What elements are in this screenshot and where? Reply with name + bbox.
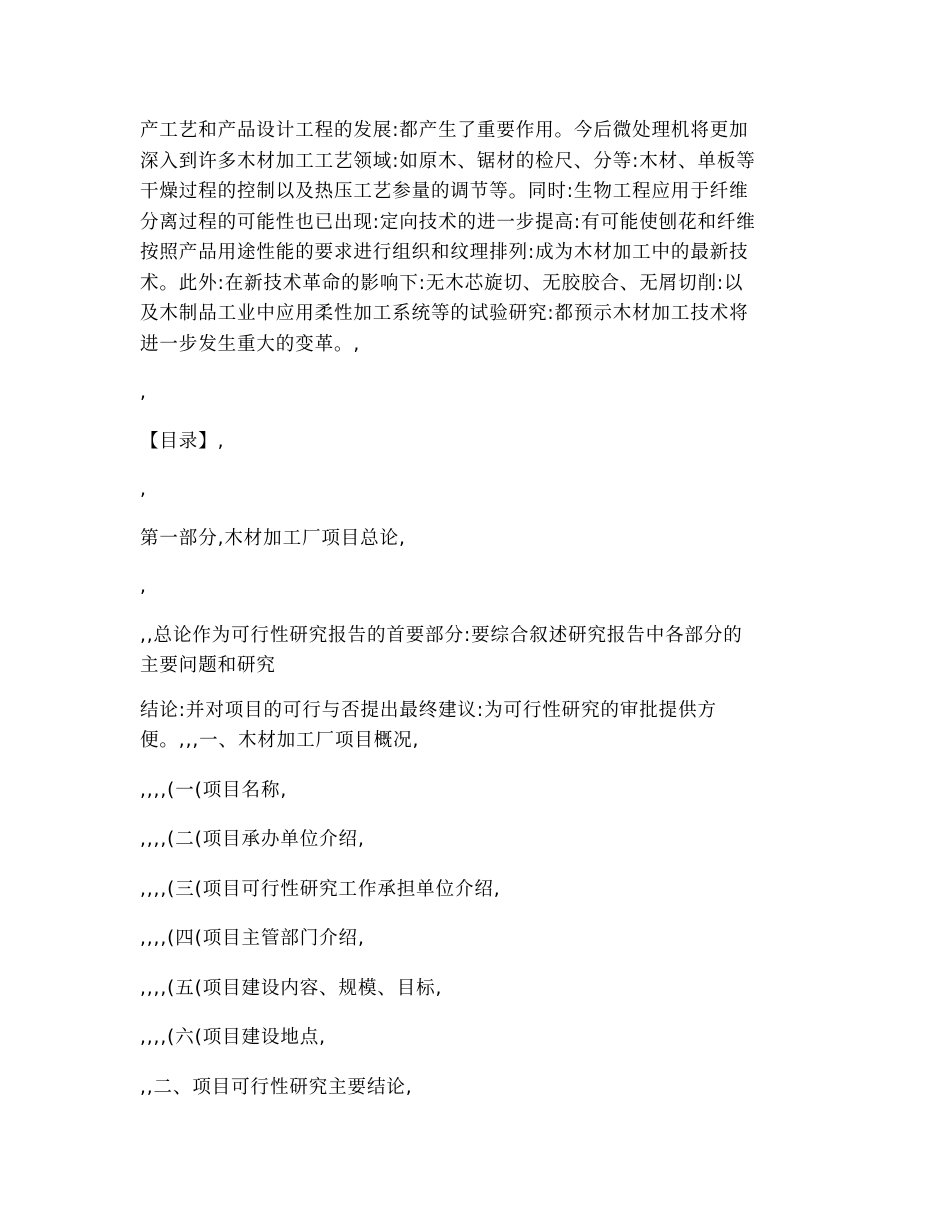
- overview-item: ,,,,(五(项目建设内容、规模、目标,: [140, 977, 443, 999]
- conclusion-line: 结论:并对项目的可行与否提出最终建议:为可行性研究的审批提供方: [140, 699, 717, 721]
- intro-line: 及木制品工业中应用柔性加工系统等的试验研究:都预示木材加工技术将: [140, 303, 749, 324]
- section-two-heading: ,,二、项目可行性研究主要结论,: [140, 1076, 413, 1098]
- overview-item: ,,,,(三(项目可行性研究工作承担单位介绍,: [140, 878, 501, 900]
- overview-item: ,,,,(一(项目名称,: [140, 779, 288, 801]
- overview-item: ,,,,(四(项目主管部门介绍,: [140, 928, 365, 949]
- overview-item: ,,,,(六(项目建设地点,: [140, 1027, 326, 1048]
- blank-line: ,: [140, 382, 147, 403]
- summary-paragraph: [140, 621, 820, 682]
- part-one-title: 第一部分,木材加工厂项目总论,: [140, 527, 406, 549]
- blank-line: ,: [140, 479, 147, 500]
- intro-line: 分离过程的可能性也已出现:定向技术的进一步提高:有可能使刨花和纤维: [140, 211, 756, 233]
- blank-line: ,: [140, 576, 147, 597]
- intro-line: 深入到许多木材加工工艺领域:如原木、锯材的检尺、分等:木材、单板等: [140, 150, 756, 172]
- toc-heading: 【目录】,: [140, 430, 225, 452]
- intro-line: 术。此外:在新技术革命的影响下:无木芯旋切、无胶胶合、无屑切削:以: [140, 272, 744, 294]
- intro-paragraph: [140, 116, 820, 360]
- summary-line: 主要问题和研究: [140, 655, 276, 676]
- conclusion-line: 便。,,,一、木材加工厂项目概况,: [140, 730, 420, 751]
- overview-item: ,,,,(二(项目承办单位介绍,: [140, 829, 365, 850]
- document-page: [140, 116, 820, 1103]
- conclusion-paragraph: [140, 696, 820, 757]
- intro-line: 按照产品用途性能的要求进行组织和纹理排列:成为木材加工中的最新技: [140, 242, 749, 263]
- intro-line: 进一步发生重大的变革。,: [140, 333, 361, 355]
- intro-line: 产工艺和产品设计工程的发展:都产生了重要作用。今后微处理机将更加: [140, 120, 749, 141]
- summary-line: ,,总论作为可行性研究报告的首要部分:要综合叙述研究报告中各部分的: [140, 624, 743, 646]
- intro-line: 干燥过程的控制以及热压工艺参量的调节等。同时:生物工程应用于纤维: [140, 181, 749, 202]
